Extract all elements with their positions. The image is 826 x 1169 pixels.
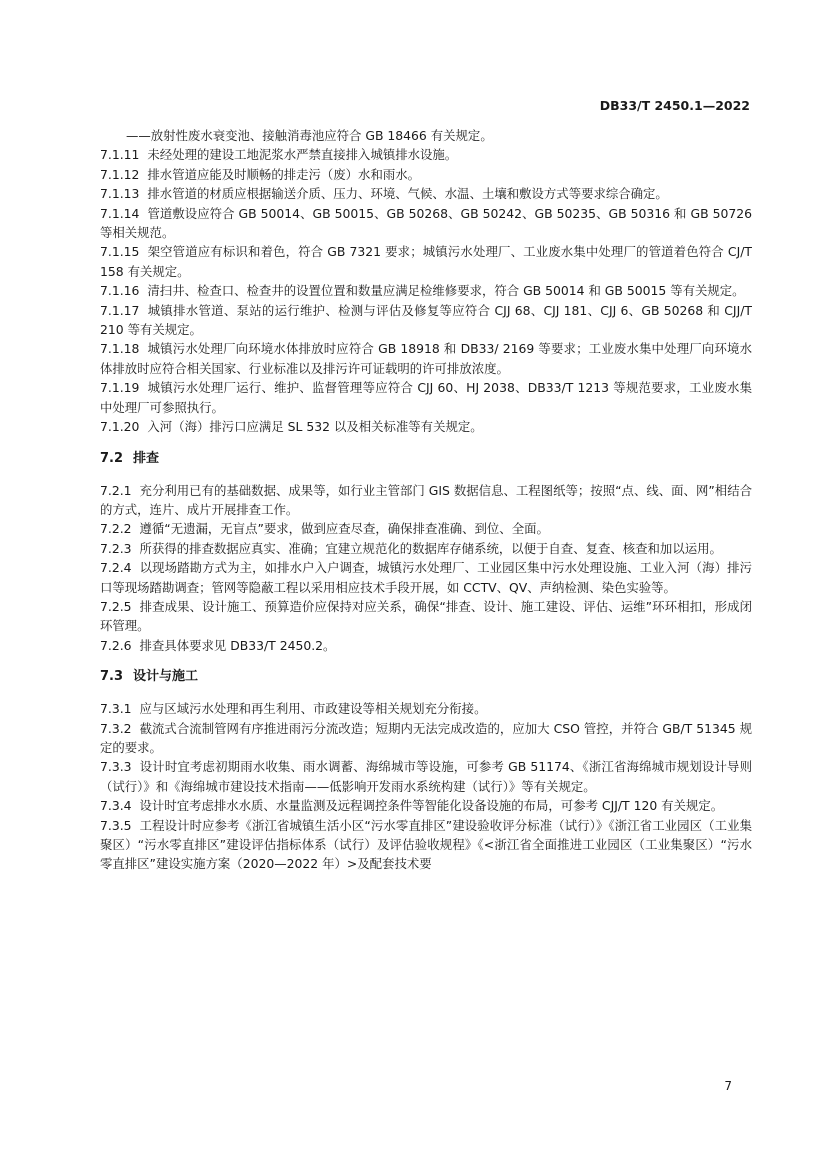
- clause-number: 7.1.15: [100, 244, 140, 260]
- clause-paragraph: [100, 558, 752, 597]
- clause-text: 排水管道的材质应根据输送介质、压力、环境、气候、水温、土壤和敷设方式等要求综合确定。: [147, 186, 668, 202]
- clause-number: 7.2.3: [100, 540, 132, 556]
- clause-text: 所获得的排查数据应真实、准确；宜建立规范化的数据库存储系统，以便于自查、复查、核查和加以运用。: [139, 540, 722, 556]
- clause-paragraph: [100, 796, 752, 815]
- clause-number: 7.3.4: [100, 798, 132, 814]
- clause-number: 7.1.13: [100, 186, 140, 202]
- document-code: DB33/T 2450.1—2022: [599, 98, 750, 113]
- clause-number: 7.1.17: [100, 302, 140, 318]
- clause-paragraph: [100, 242, 752, 281]
- clause-number: 7.3.1: [100, 701, 132, 717]
- clause-paragraph: [100, 417, 752, 436]
- clause-paragraph: [100, 126, 752, 145]
- section-number: 7.3: [100, 669, 124, 685]
- clause-text: 城镇排水管道、泵站的运行维护、检测与评估及修复等应符合 CJJ 68、CJJ 181、CJJ 6、GB 50268 和 CJJ/T 210 等有关规定。: [100, 302, 752, 338]
- clause-paragraph: [100, 145, 752, 164]
- clause-text: ——放射性废水衰变池、接触消毒池应符合 GB 18466 有关规定。: [126, 128, 493, 143]
- clause-paragraph: [100, 281, 752, 300]
- clause-paragraph: [100, 339, 752, 378]
- clause-text: 排查具体要求见 DB33/T 2450.2。: [139, 637, 336, 653]
- clause-number: 7.2.1: [100, 482, 132, 498]
- clause-text: 设计时宜考虑初期雨水收集、雨水调蓄、海绵城市等设施，可参考 GB 51174、《浙江省海绵城市规划设计导则（试行）》和《海绵城市建设技术指南——低影响开发雨水系统构建（试行）》等有关规定。: [100, 759, 752, 794]
- clause-number: 7.1.18: [100, 341, 140, 357]
- clause-paragraph: [100, 636, 752, 655]
- clause-number: 7.2.4: [100, 560, 132, 576]
- clause-number: 7.3.5: [100, 817, 132, 833]
- clause-text: 设计时宜考虑排水水质、水量监测及远程调控条件等智能化设备设施的布局，可参考 CJJ/T 120 有关规定。: [139, 798, 724, 814]
- clause-text: 清扫井、检查口、检查井的设置位置和数量应满足检维修要求，符合 GB 50014 和 GB 50015 等有关规定。: [147, 283, 745, 299]
- clause-text: 城镇污水处理厂向环境水体排放时应符合 GB 18918 和 DB33/ 2169 等要求；工业废水集中处理厂向环境水体排放时应符合相关国家、行业标准以及排污许可证载明的许可排放浓度。: [100, 341, 752, 376]
- clause-number: 7.1.12: [100, 166, 140, 182]
- clause-paragraph: [100, 519, 752, 538]
- clause-paragraph: [100, 597, 752, 636]
- clause-number: 7.3.3: [100, 759, 132, 775]
- clause-paragraph: [100, 757, 752, 796]
- clause-text: 未经处理的建设工地泥浆水严禁直接排入城镇排水设施。: [147, 147, 458, 163]
- clause-paragraph: [100, 378, 752, 417]
- clause-paragraph: [100, 184, 752, 203]
- clause-number: 7.1.16: [100, 283, 140, 299]
- clause-paragraph: [100, 301, 752, 340]
- clause-number: 7.3.2: [100, 720, 132, 736]
- section-heading: [100, 667, 752, 687]
- clause-number: 7.2.6: [100, 637, 132, 653]
- clause-number: 7.1.19: [100, 380, 140, 396]
- clause-paragraph: [100, 699, 752, 718]
- clause-paragraph: [100, 539, 752, 558]
- section-number: 7.2: [100, 450, 124, 466]
- clause-text: 排水管道应能及时顺畅的排走污（废）水和雨水。: [147, 166, 421, 182]
- clause-number: 7.1.14: [100, 205, 140, 221]
- page-number: 7: [724, 1079, 732, 1093]
- clause-number: 7.1.11: [100, 147, 140, 163]
- clause-text: 工程设计时应参考《浙江省城镇生活小区“污水零直排区”建设验收评分标准（试行）》《浙江省工业园区（工业集聚区）“污水零直排区”建设评估指标体系（试行）及评估验收规程》《<浙江省全面推进工业园区（工业集聚区）“污水零直排区”建设实施方案（2020—2022 年）>及配套技术要: [100, 817, 752, 872]
- section-heading: [100, 449, 752, 469]
- clause-text: 应与区域污水处理和再生利用、市政建设等相关规划充分衔接。: [139, 701, 487, 717]
- clause-text: 遵循“无遗漏，无盲点”要求，做到应查尽查，确保排查准确、到位、全面。: [139, 521, 549, 537]
- clause-text: 充分利用已有的基础数据、成果等，如行业主管部门 GIS 数据信息、工程图纸等；按照“点、线、面、网”相结合的方式，连片、成片开展排查工作。: [100, 482, 752, 517]
- clause-text: 管道敷设应符合 GB 50014、GB 50015、GB 50268、GB 50242、GB 50235、GB 50316 和 GB 50726 等相关规范。: [100, 205, 752, 241]
- clause-text: 入河（海）排污口应满足 SL 532 以及相关标准等有关规定。: [147, 419, 483, 435]
- clause-text: 城镇污水处理厂运行、维护、监督管理等应符合 CJJ 60、HJ 2038、DB33/T 1213 等规范要求，工业废水集中处理厂可参照执行。: [100, 380, 752, 415]
- clause-paragraph: [100, 165, 752, 184]
- clause-paragraph: [100, 816, 752, 874]
- clause-text: 以现场踏勘方式为主，如排水户入户调查，城镇污水处理厂、工业园区集中污水处理设施、工业入河（海）排污口等现场踏勘调查；管网等隐蔽工程以采用相应技术手段开展，如 CCTV、QV、声纳检测、染色实验等。: [100, 560, 752, 595]
- clause-number: 7.1.20: [100, 419, 140, 435]
- clause-text: 排查成果、设计施工、预算造价应保持对应关系，确保“排查、设计、施工建设、评估、运维”环环相扣，形成闭环管理。: [100, 598, 752, 634]
- section-title: 排查: [133, 450, 160, 466]
- clause-paragraph: [100, 719, 752, 758]
- section-title: 设计与施工: [133, 669, 199, 685]
- clause-paragraph: [100, 481, 752, 520]
- clause-number: 7.2.5: [100, 598, 132, 614]
- document-body: [100, 126, 752, 874]
- clause-text: 截流式合流制管网有序推进雨污分流改造；短期内无法完成改造的，应加大 CSO 管控，并符合 GB/T 51345 规定的要求。: [100, 720, 752, 755]
- clause-number: 7.2.2: [100, 521, 132, 537]
- clause-paragraph: [100, 204, 752, 243]
- clause-text: 架空管道应有标识和着色，符合 GB 7321 要求；城镇污水处理厂、工业废水集中处理厂的管道着色符合 CJ/T 158 有关规定。: [100, 244, 752, 279]
